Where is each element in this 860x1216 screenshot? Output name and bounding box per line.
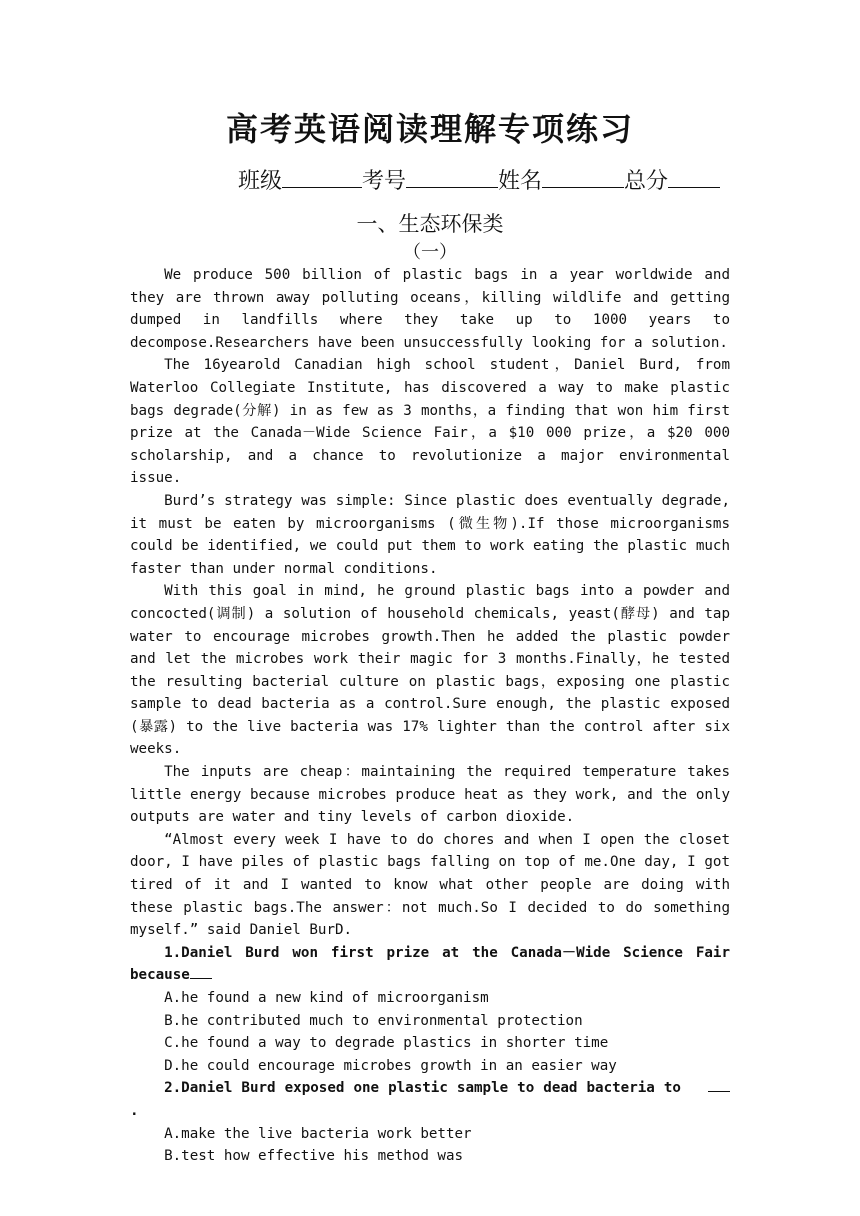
student-info-line (238, 164, 720, 195)
question-stem (130, 1077, 730, 1122)
page-title: 高考英语阅读理解专项练习 (225, 110, 634, 148)
answer-blank (190, 964, 212, 979)
class-label: 班级 (238, 169, 283, 194)
paragraph: With this goal in mind, he ground plastic bags into a powder and concocted(调制) a solution of household chemicals, yeast(酵母) and tap water to encourage microbes growth.Then he added the plastic powder and let the microbes work their magic for 3 months.Finally，he tested the resulting bacterial culture on plastic bags，exposing one plastic sample to dead bacteria as a control.Sure enough, the plastic exposed (暴露) to the live bacteria was 17% lighter than the control after six weeks. (130, 583, 730, 758)
option-1d: D.he could encourage microbes growth in an easier way (164, 1057, 617, 1074)
class-blank (282, 165, 362, 188)
question-2-text: 2.Daniel Burd exposed one plastic sample to dead bacteria to (164, 1080, 681, 1097)
option-2b: B.test how effective his method was (164, 1148, 464, 1165)
score-label: 总分 (624, 169, 669, 194)
passage-body (130, 264, 730, 1168)
question-2-end: . (130, 1102, 139, 1119)
paragraph: The 16yearold Canadian high school student，Daniel Burd, from Waterloo Collegiate Institute, has discovered a way to make plastic bags degrade(分解) in as few as 3 months，a finding that won him first prize at the Canada－Wide Science Fair，a $10 000 prize，a $20 000 scholarship, and a chance to revolutionize a major environmental issue. (130, 357, 730, 487)
paragraph: The inputs are cheap：maintaining the required temperature takes little energy because microbes produce heat as they work, and the only outputs are water and tiny levels of carbon dioxide. (130, 764, 730, 826)
option-1a: A.he found a new kind of microorganism (164, 990, 489, 1006)
paragraph: Burd’s strategy was simple: Since plastic does eventually degrade, it must be eaten by microorganisms (微生物).If those microorganisms could be identified, we could put them to work eating the plastic much faster than under normal conditions. (130, 492, 730, 577)
answer-blank (708, 1077, 730, 1092)
option-2a: A.make the live bacteria work better (164, 1125, 472, 1142)
name-label: 姓名 (498, 169, 543, 194)
name-blank (542, 165, 624, 188)
question-1-text: 1.Daniel Burd won first prize at the Canada－Wide Science Fair because (130, 944, 730, 984)
paragraph: We produce 500 billion of plastic bags in a year worldwide and they are thrown away polluting oceans，killing wildlife and getting dumped in landfills where they take up to 1000 years to decompose.Researchers have been unsuccessfully looking for a solution. (130, 267, 730, 351)
option-1c: C.he found a way to degrade plastics in shorter time (164, 1035, 609, 1052)
section-title: 一、生态环保类 (356, 212, 504, 236)
option-1b: B.he contributed much to environmental protection (164, 1012, 583, 1029)
exam-no-blank (406, 165, 498, 188)
paragraph: “Almost every week I have to do chores and when I open the closet door, I have piles of plastic bags falling on top of me.One day, I got tired of it and I wanted to know what other people are doing with these plastic bags.The answer：not much.So I decided to do something myself.” said Daniel BurD. (130, 831, 730, 939)
score-blank (668, 165, 720, 188)
question-stem (130, 942, 730, 987)
passage-number: （一） (403, 242, 457, 263)
exam-no-label: 考号 (362, 169, 407, 194)
